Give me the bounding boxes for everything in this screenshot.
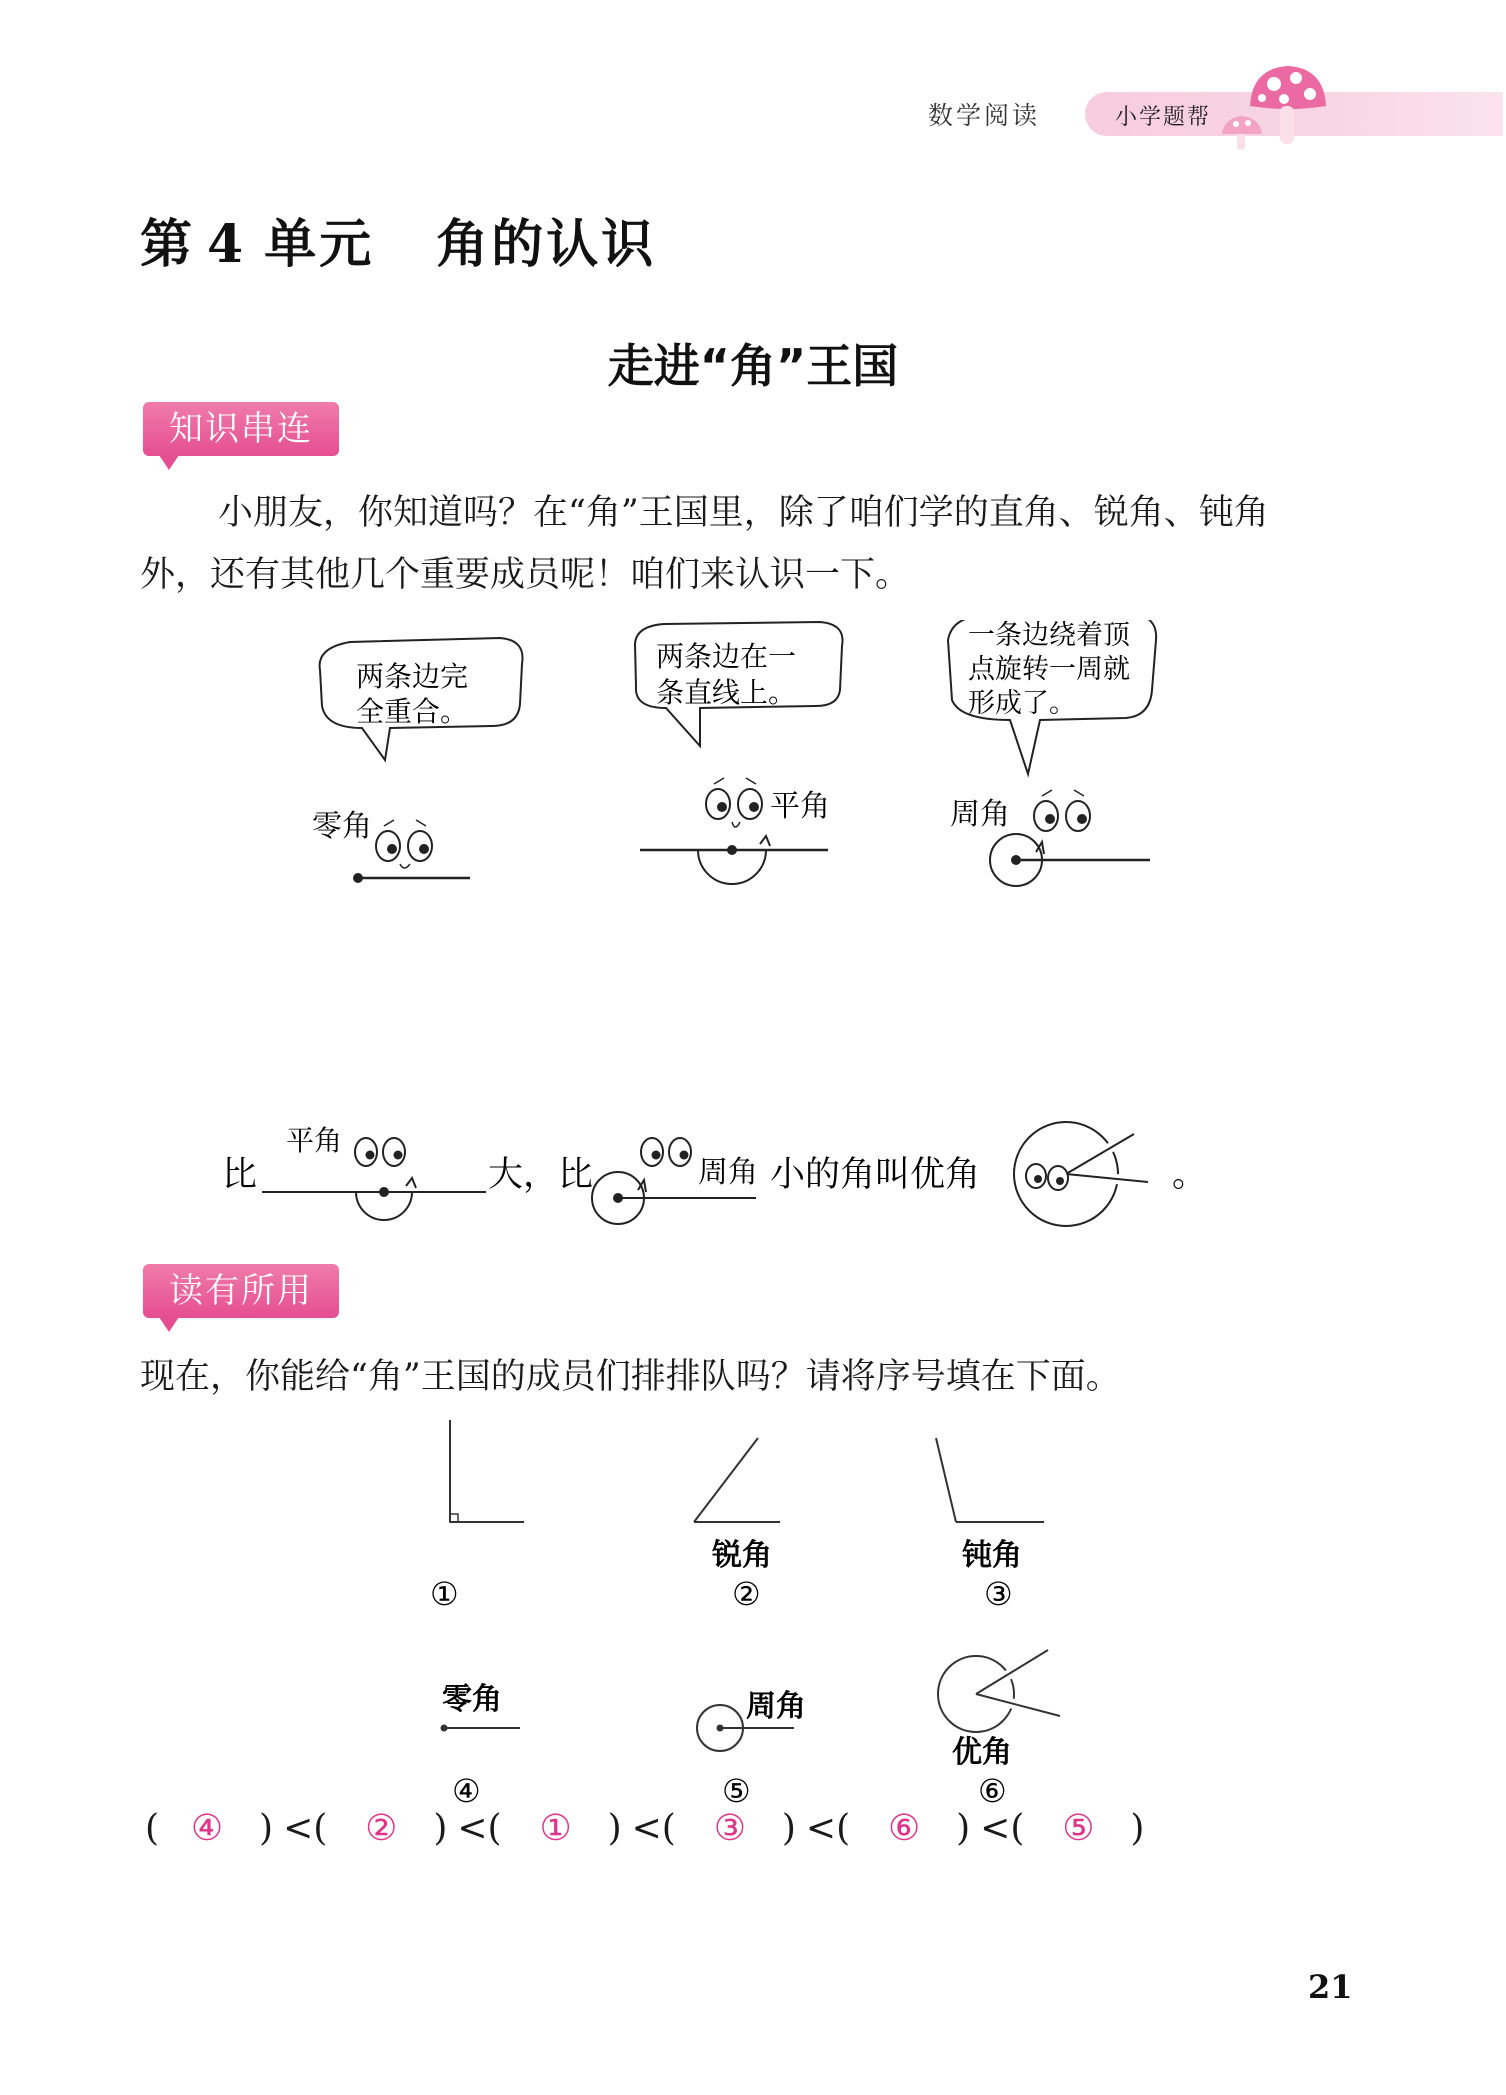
angle-shapes-grid	[400, 1420, 1100, 1810]
definition-right-label: 周角	[698, 1155, 758, 1190]
zero-angle-character	[312, 638, 523, 883]
header-section-label: 数学阅读	[928, 101, 1041, 130]
full-angle-character	[948, 620, 1156, 886]
straight-angle-speech-1: 两条边在一	[656, 640, 797, 673]
definition-suffix: 小的角叫优角	[770, 1155, 981, 1195]
zero-angle-speech-2: 全重合。	[356, 695, 469, 728]
shape-number-3: ③	[984, 1575, 1013, 1613]
definition-end: 。	[1172, 1155, 1208, 1195]
zero-angle-speech-1: 两条边完	[356, 660, 469, 693]
shape-label-2: 锐角	[712, 1538, 772, 1573]
practice-question: 现在，你能给“角”王国的成员们排排队吗？请将序号填在下面。	[140, 1357, 1121, 1397]
straight-angle-character	[635, 622, 843, 884]
shape-number-1: ①	[430, 1575, 459, 1613]
mushroom-icon	[1222, 54, 1342, 154]
straight-angle-speech-2: 条直线上。	[656, 676, 797, 709]
reflex-angle-definition	[210, 1100, 1210, 1250]
page-number: 21	[1308, 1968, 1353, 2006]
shape-label-6: 优角	[952, 1735, 1012, 1770]
answer-slot-3: ①	[539, 1808, 572, 1849]
full-angle-label: 周角	[950, 797, 1010, 832]
shape-number-4: ④	[452, 1772, 481, 1810]
full-angle-speech-1: 一条边绕着顶	[968, 620, 1130, 651]
shape-reflex-angle	[938, 1650, 1060, 1810]
shape-label-3: 钝角	[962, 1538, 1022, 1573]
knowledge-tag: 知识串连	[143, 402, 339, 456]
header-brand-label: 小学题帮	[1115, 105, 1212, 130]
full-angle-speech-3: 形成了。	[968, 688, 1076, 719]
shape-zero-angle	[441, 1682, 521, 1810]
lesson-subtitle: 走进“角”王国	[607, 339, 899, 393]
shape-number-5: ⑤	[722, 1772, 751, 1810]
practice-tag: 读有所用	[143, 1264, 339, 1318]
definition-middle: 大，比	[488, 1155, 594, 1195]
shape-right-angle	[430, 1420, 524, 1613]
answer-sequence: ( ④ ) <( ② ) <( ① ) <( ③ ) <( ⑥ ) <( ⑤ )	[145, 1808, 1145, 1849]
shape-number-6: ⑥	[978, 1772, 1007, 1810]
straight-angle-label: 平角	[770, 789, 830, 824]
answer-slot-4: ③	[713, 1808, 746, 1849]
full-angle-speech-2: 点旋转一周就	[968, 654, 1130, 685]
shape-full-angle	[697, 1689, 806, 1810]
unit-title: 第 4 单元 角的认识	[140, 214, 657, 275]
shape-label-4: 零角	[442, 1682, 502, 1717]
answer-slot-2: ②	[365, 1808, 398, 1849]
intro-paragraph-line1: 小朋友，你知道吗？在“角”王国里，除了咱们学的直角、锐角、钝角	[218, 493, 1269, 533]
zero-angle-label: 零角	[312, 809, 372, 844]
shape-acute-angle	[694, 1438, 780, 1613]
shape-number-2: ②	[732, 1575, 761, 1613]
shape-obtuse-angle	[936, 1438, 1044, 1613]
definition-left-label: 平角	[286, 1124, 343, 1157]
definition-prefix: 比	[222, 1155, 258, 1195]
answer-slot-1: ④	[190, 1808, 224, 1849]
intro-paragraph-line2: 外，还有其他几个重要成员呢！咱们来认识一下。	[140, 555, 911, 595]
shape-label-5: 周角	[746, 1689, 806, 1724]
angle-characters-illustration	[280, 620, 1200, 900]
answer-slot-5: ⑥	[887, 1808, 921, 1849]
answer-slot-6: ⑤	[1062, 1808, 1095, 1849]
